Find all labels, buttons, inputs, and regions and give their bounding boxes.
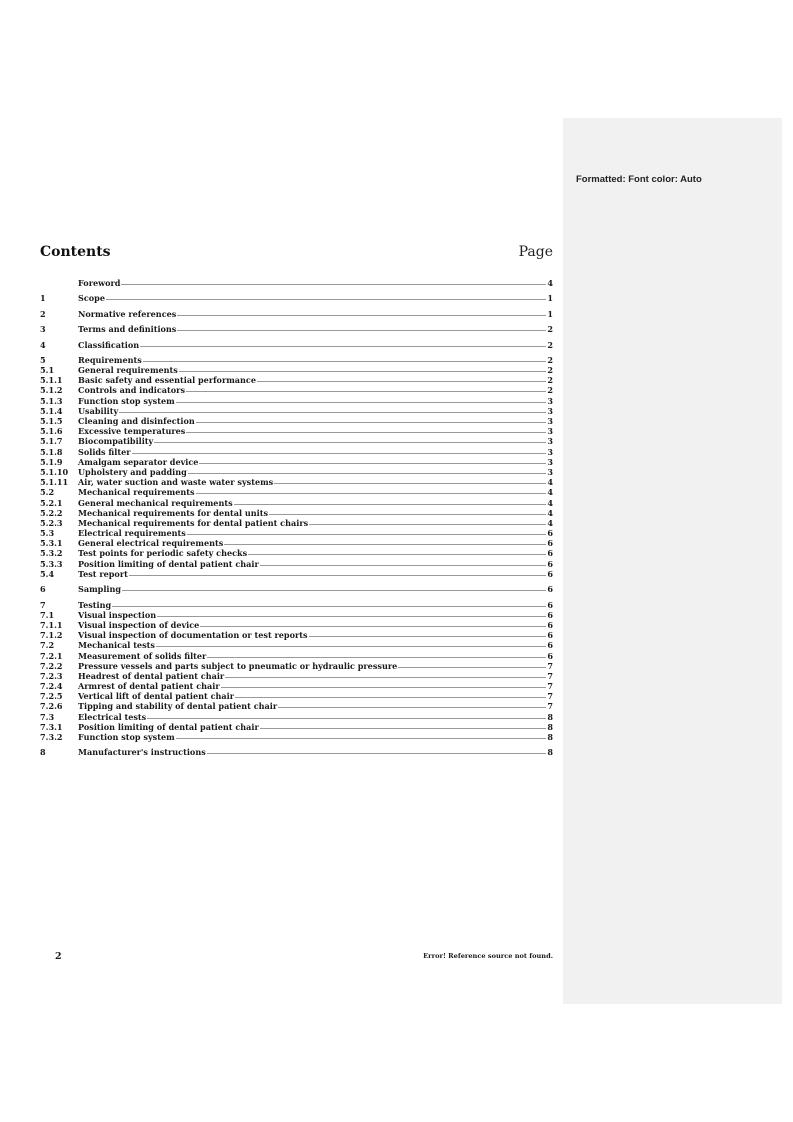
toc-entry-page: 3 (547, 395, 553, 406)
toc-entry-page: 6 (547, 568, 553, 579)
toc-entry-number: 1 (40, 293, 46, 304)
toc-entry[interactable] (40, 747, 553, 757)
toc-entry-title: Visual inspection of device (78, 619, 200, 630)
toc-entry-number: 5.3 (40, 528, 55, 539)
toc-entry-number: 5.2.1 (40, 497, 63, 508)
dot-leader (235, 697, 546, 698)
toc-entry-number: 6 (40, 584, 46, 595)
toc-entry-number: 7 (40, 599, 46, 610)
toc-entry-number: 5.2 (40, 487, 55, 498)
dot-leader (188, 473, 546, 474)
toc-entry-page: 3 (547, 436, 553, 447)
toc-entry-number: 5.1.7 (40, 436, 63, 447)
toc-entry-page: 4 (547, 477, 553, 488)
dot-leader (257, 381, 546, 382)
toc-entry-title: Solids filter (78, 446, 131, 457)
toc-entry[interactable] (40, 661, 553, 671)
toc-entry-number: 7.3.1 (40, 721, 63, 732)
dot-leader (225, 677, 546, 678)
toc-entry[interactable] (40, 569, 553, 579)
toc-entry-page: 4 (547, 507, 553, 518)
toc-entry-number: 2 (40, 308, 46, 319)
toc-entry-number: 7.2.3 (40, 670, 63, 681)
toc-entry[interactable] (40, 559, 553, 569)
toc-entry-title: Measurement of solids filter (78, 650, 207, 661)
dot-leader (224, 544, 546, 545)
toc-entry[interactable] (40, 671, 553, 681)
toc-entry-title: Biocompatibility (78, 436, 154, 447)
dot-leader (119, 412, 546, 413)
toc-entry-number: 5.1.11 (40, 477, 69, 488)
toc-entry[interactable] (40, 681, 553, 691)
dot-leader (176, 738, 546, 739)
toc-entry[interactable] (40, 712, 553, 722)
dot-leader (248, 554, 546, 555)
toc-entry[interactable] (40, 477, 553, 487)
toc-entry[interactable] (40, 396, 553, 406)
dot-leader (132, 453, 546, 454)
toc-entry-page: 2 (547, 385, 553, 396)
toc-entry[interactable] (40, 620, 553, 630)
toc-entry[interactable] (40, 584, 553, 594)
toc-entry-title: Testing (78, 599, 112, 610)
dot-leader (309, 524, 546, 525)
toc-entry-page: 6 (547, 609, 553, 620)
toc-entry-page: 2 (547, 324, 553, 335)
toc-entry-number: 5.1.8 (40, 446, 63, 457)
dot-leader (147, 718, 546, 719)
toc-entry-number: 5.1.1 (40, 375, 63, 386)
toc-entry-title: Electrical requirements (78, 528, 186, 539)
table-of-contents (40, 278, 553, 758)
toc-entry-number: 7.2 (40, 640, 55, 651)
dot-leader (200, 626, 546, 627)
dot-leader (274, 483, 546, 484)
toc-entry-number: 7.2.2 (40, 660, 63, 671)
toc-entry-number: 7.2.4 (40, 681, 63, 692)
toc-entry-page: 7 (547, 670, 553, 681)
dot-leader (129, 575, 546, 576)
toc-entry-number: 5.2.2 (40, 507, 63, 518)
toc-entry-page: 1 (547, 293, 553, 304)
toc-entry-page: 6 (547, 584, 553, 595)
toc-entry[interactable] (40, 640, 553, 650)
toc-entry-title: Armrest of dental patient chair (78, 681, 220, 692)
toc-entry-page: 6 (547, 548, 553, 559)
toc-entry-page: 6 (547, 599, 553, 610)
toc-entry-title: Foreword (78, 278, 121, 288)
toc-entry[interactable] (40, 600, 553, 610)
toc-entry-number: 5.1.3 (40, 395, 63, 406)
dot-leader (177, 330, 546, 331)
toc-entry-number: 7.3 (40, 711, 55, 722)
toc-entry-number: 5.4 (40, 568, 55, 579)
dot-leader (309, 636, 546, 637)
toc-entry-page: 4 (547, 278, 553, 288)
footer-reference-error: Error! Reference source not found. (423, 952, 553, 960)
toc-entry[interactable] (40, 487, 553, 497)
toc-entry-title: Tipping and stability of dental patient chair (78, 701, 278, 712)
toc-entry-number: 5.1.5 (40, 416, 63, 426)
contents-heading (40, 244, 553, 264)
dot-leader (157, 616, 546, 617)
toc-entry[interactable] (40, 508, 553, 518)
toc-entry-number: 5.3.1 (40, 538, 63, 549)
dot-leader (221, 687, 546, 688)
toc-entry-title: Sampling (78, 584, 122, 595)
toc-entry-number: 8 (40, 747, 46, 758)
toc-entry-number: 7.1.1 (40, 619, 63, 630)
toc-entry-page: 8 (547, 747, 553, 758)
toc-entry-title: Function stop system (78, 732, 175, 742)
toc-entry-page: 6 (547, 558, 553, 569)
dot-leader (234, 504, 546, 505)
toc-entry[interactable] (40, 528, 553, 538)
toc-entry-page: 3 (547, 416, 553, 426)
dot-leader (186, 391, 546, 392)
dot-leader (121, 284, 546, 285)
toc-entry-page: 8 (547, 732, 553, 742)
dot-leader (186, 432, 546, 433)
toc-entry-number: 5.1.2 (40, 385, 63, 396)
toc-entry-number: 5.2.3 (40, 517, 63, 528)
toc-entry-title: Classification (78, 339, 140, 350)
toc-entry[interactable] (40, 701, 553, 711)
toc-entry-title: General electrical requirements (78, 538, 224, 549)
dot-leader (112, 606, 546, 607)
toc-entry-title: Mechanical requirements for dental patient chairs (78, 517, 309, 528)
toc-entry[interactable] (40, 355, 553, 365)
comment-pane (563, 118, 782, 1004)
contents-title: Contents (40, 244, 111, 260)
dot-leader (278, 707, 546, 708)
toc-entry-page: 4 (547, 487, 553, 498)
toc-entry-page: 3 (547, 466, 553, 477)
toc-entry-page: 6 (547, 538, 553, 549)
toc-entry[interactable] (40, 436, 553, 446)
toc-entry-page: 4 (547, 497, 553, 508)
toc-entry[interactable] (40, 498, 553, 508)
toc-entry[interactable] (40, 324, 553, 334)
toc-entry-title: Test report (78, 568, 128, 579)
toc-entry-title: Mechanical requirements for dental units (78, 507, 269, 518)
toc-entry-title: Scope (78, 293, 105, 304)
toc-entry-page: 2 (547, 339, 553, 350)
toc-entry[interactable] (40, 278, 553, 288)
toc-entry[interactable] (40, 385, 553, 395)
toc-entry-number: 7.1 (40, 609, 55, 620)
formatting-comment[interactable]: Formatted: Font color: Auto (576, 174, 702, 185)
toc-entry-title: Mechanical tests (78, 640, 155, 651)
toc-entry-title: Electrical tests (78, 711, 147, 722)
toc-entry[interactable] (40, 416, 553, 426)
toc-entry[interactable] (40, 406, 553, 416)
dot-leader (143, 361, 546, 362)
toc-entry[interactable] (40, 548, 553, 558)
toc-entry[interactable] (40, 426, 553, 436)
toc-entry[interactable] (40, 732, 553, 742)
toc-entry-page: 7 (547, 681, 553, 692)
toc-entry-title: Upholstery and padding (78, 466, 187, 477)
toc-entry-page: 2 (547, 354, 553, 365)
toc-entry-page: 2 (547, 375, 553, 386)
dot-leader (207, 657, 546, 658)
toc-entry[interactable] (40, 293, 553, 303)
toc-entry-page: 8 (547, 721, 553, 732)
toc-entry-title: Basic safety and essential performance (78, 375, 256, 386)
toc-entry-title: Manufacturer's instructions (78, 747, 206, 758)
dot-leader (199, 463, 546, 464)
toc-entry-number: 7.1.2 (40, 630, 63, 641)
toc-entry-title: Function stop system (78, 395, 175, 406)
toc-entry[interactable] (40, 309, 553, 319)
toc-entry-title: Terms and definitions (78, 324, 177, 335)
toc-entry[interactable] (40, 651, 553, 661)
toc-entry-page: 3 (547, 456, 553, 467)
toc-entry-number: 5.3.3 (40, 558, 63, 569)
toc-entry-title: Headrest of dental patient chair (78, 670, 225, 681)
toc-entry-number: 7.2.6 (40, 701, 63, 712)
toc-entry[interactable] (40, 610, 553, 620)
toc-entry-title: Air, water suction and waste water systems (78, 477, 274, 488)
toc-entry-page: 7 (547, 701, 553, 712)
toc-entry-number: 5.1.4 (40, 405, 63, 416)
toc-entry-page: 7 (547, 660, 553, 671)
toc-entry-title: Amalgam separator device (78, 456, 199, 467)
dot-leader (176, 402, 546, 403)
toc-entry[interactable] (40, 375, 553, 385)
toc-entry-page: 6 (547, 630, 553, 641)
toc-entry[interactable] (40, 457, 553, 467)
toc-entry-number: 5.3.2 (40, 548, 63, 559)
dot-leader (179, 371, 546, 372)
toc-entry-page: 3 (547, 426, 553, 437)
dot-leader (156, 646, 546, 647)
toc-entry-title: Normative references (78, 308, 177, 319)
toc-entry[interactable] (40, 518, 553, 528)
toc-entry-title: Visual inspection (78, 609, 157, 620)
toc-entry-title: General mechanical requirements (78, 497, 233, 508)
toc-entry[interactable] (40, 365, 553, 375)
toc-entry-page: 2 (547, 365, 553, 376)
toc-entry-title: Pressure vessels and parts subject to pneumatic or hydraulic pressure (78, 660, 398, 671)
dot-leader (140, 346, 546, 347)
toc-entry-page: 6 (547, 650, 553, 661)
toc-entry-title: Usability (78, 405, 119, 416)
toc-entry-number: 4 (40, 339, 46, 350)
toc-entry[interactable] (40, 447, 553, 457)
toc-entry[interactable] (40, 630, 553, 640)
footer-page-number: 2 (55, 951, 62, 962)
toc-entry-page: 6 (547, 640, 553, 651)
toc-entry-title: Mechanical requirements (78, 487, 195, 498)
toc-entry-page: 7 (547, 691, 553, 702)
toc-entry-number: 5.1 (40, 365, 55, 376)
dot-leader (207, 753, 546, 754)
toc-entry-title: Test points for periodic safety checks (78, 548, 248, 559)
toc-entry[interactable] (40, 538, 553, 548)
dot-leader (260, 565, 546, 566)
dot-leader (187, 534, 546, 535)
toc-entry-number: 3 (40, 324, 46, 335)
toc-entry-title: Controls and indicators (78, 385, 186, 396)
dot-leader (106, 299, 546, 300)
toc-entry-page: 3 (547, 405, 553, 416)
toc-entry-title: Position limiting of dental patient chair (78, 558, 259, 569)
toc-entry-number: 5.1.10 (40, 466, 69, 477)
dot-leader (398, 667, 546, 668)
toc-entry-number: 7.2.5 (40, 691, 63, 702)
dot-leader (154, 442, 546, 443)
dot-leader (269, 514, 546, 515)
page-column-label: Page (518, 244, 553, 260)
toc-entry[interactable] (40, 691, 553, 701)
toc-entry-number: 5 (40, 354, 46, 365)
toc-entry-number: 5.1.9 (40, 456, 63, 467)
toc-entry-number: 7.3.2 (40, 732, 63, 742)
toc-entry-page: 4 (547, 517, 553, 528)
toc-entry-title: Cleaning and disinfection (78, 416, 195, 426)
toc-entry-title: Visual inspection of documentation or test reports (78, 630, 308, 641)
toc-entry-title: Excessive temperatures (78, 426, 186, 437)
toc-entry-title: Requirements (78, 354, 142, 365)
toc-entry-page: 6 (547, 619, 553, 630)
toc-entry-page: 8 (547, 711, 553, 722)
toc-entry-page: 3 (547, 446, 553, 457)
dot-leader (260, 728, 546, 729)
toc-entry-title: Vertical lift of dental patient chair (78, 691, 234, 702)
toc-entry-title: Position limiting of dental patient chair (78, 721, 259, 732)
toc-entry-page: 1 (547, 308, 553, 319)
toc-entry-page: 6 (547, 528, 553, 539)
toc-entry-number: 7.2.1 (40, 650, 63, 661)
toc-entry[interactable] (40, 340, 553, 350)
toc-entry-title: General requirements (78, 365, 178, 376)
dot-leader (196, 422, 546, 423)
toc-entry[interactable] (40, 722, 553, 732)
dot-leader (177, 315, 546, 316)
dot-leader (122, 590, 546, 591)
dot-leader (196, 493, 546, 494)
toc-entry-number: 5.1.6 (40, 426, 63, 437)
toc-entry[interactable] (40, 467, 553, 477)
